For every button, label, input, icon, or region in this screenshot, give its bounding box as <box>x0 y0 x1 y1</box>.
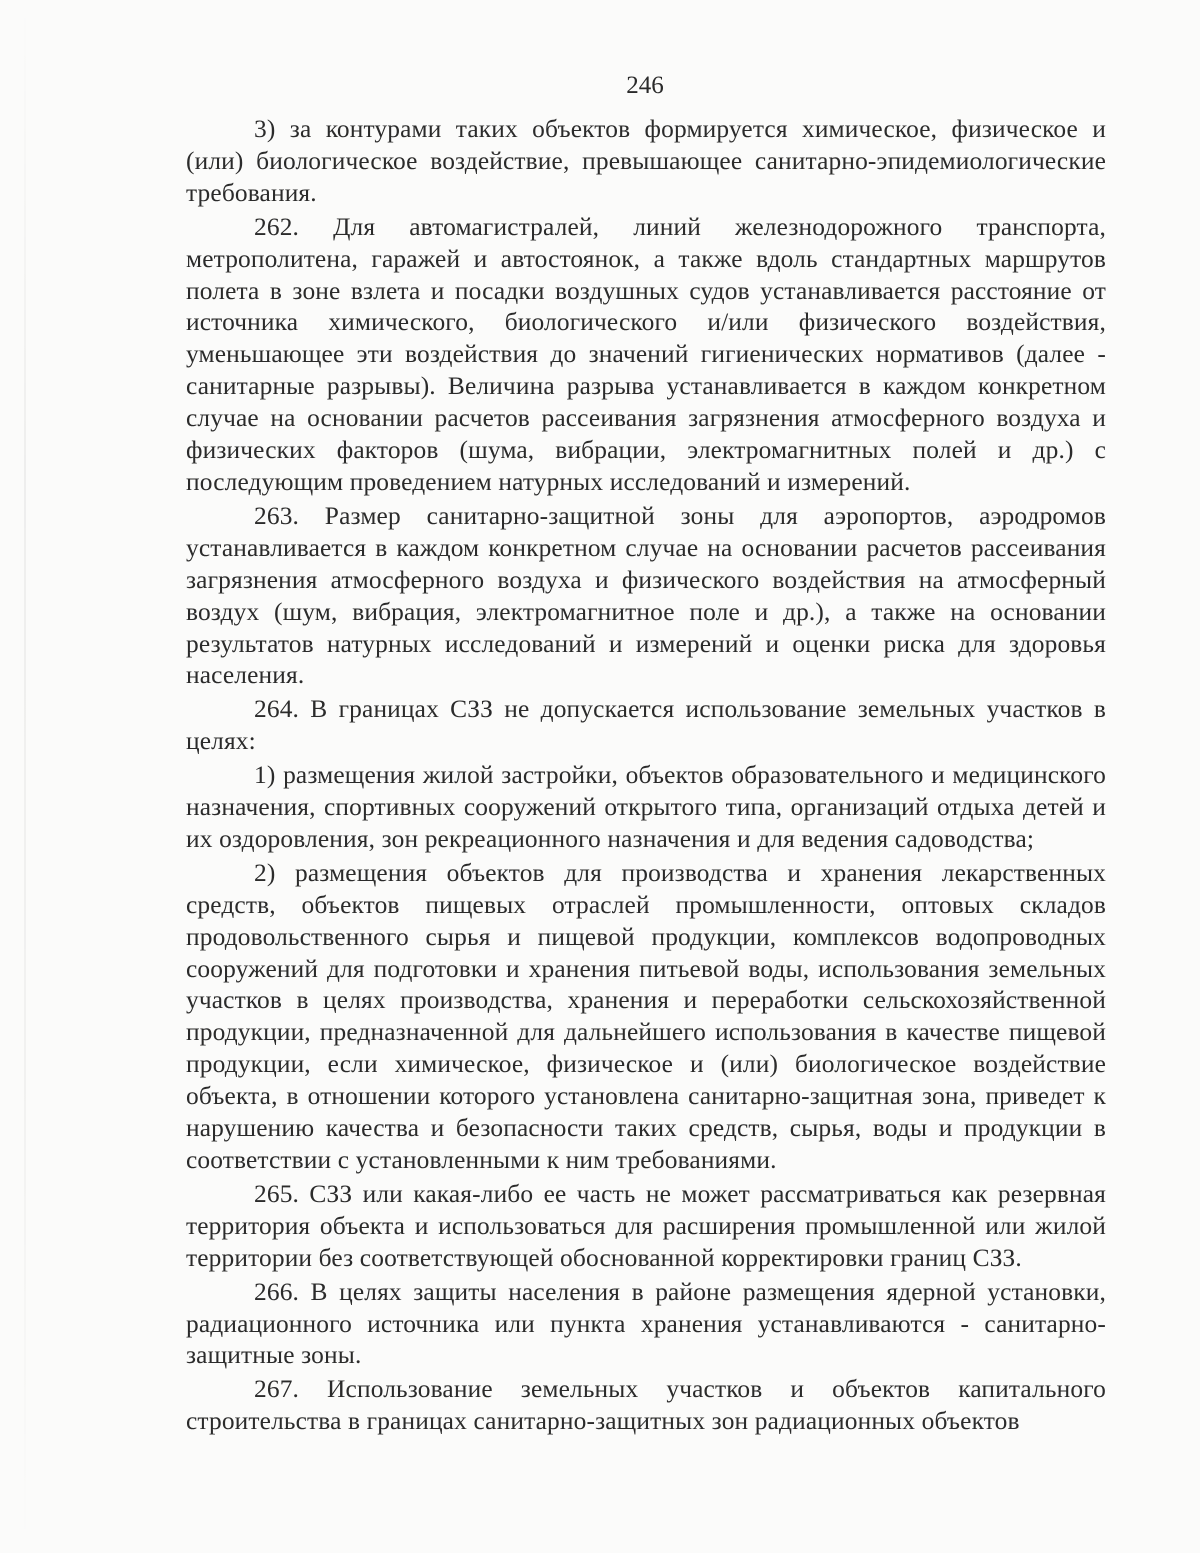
document-body <box>186 114 1106 1438</box>
paragraph-264-item-1: 1) размещения жилой застройки, объектов образовательного и медицинского назначения, спортивных сооружений открытого типа, организаций отдыха детей и их оздоровления, зон рекреационного назначения и для ведения садоводства; <box>186 761 1106 853</box>
scan-edge <box>24 0 26 1553</box>
paragraph-267: 267. Использование земельных участков и объектов капитального строительства в границах санитарно-защитных зон радиационных объектов <box>186 1375 1106 1436</box>
paragraph-265: 265. СЗЗ или какая-либо ее часть не может рассматриваться как резервная территория объекта и использоваться для расширения промышленной или жилой территории без соответствующей обоснованной корректировки границ СЗЗ. <box>186 1179 1106 1272</box>
paragraph-264-item-2: 2) размещения объектов для производства и хранения лекарственных средств, объектов пищевых отраслей промышленности, оптовых складов продовольственного сырья и пищевой продукции, комплексов водопроводных сооружений для подготовки и хранения питьевой воды, использования земельных участков в целях производства, хранения и переработки сельскохозяйственной продукции, предназначенной для дальнейшего использования в качестве пищевой продукции, если химическое, физическое и (или) биологическое воздействие объекта, в отношении которого установлена санитарно-защитная зона, приведет к нарушению качества и безопасности таких средств, сырья, воды и продукции в соответствии с установленными к ним требованиями. <box>186 858 1106 1174</box>
page-number: 246 <box>626 72 664 99</box>
paragraph-264: 264. В границах СЗЗ не допускается использование земельных участков в целях: <box>186 695 1106 756</box>
paragraph-262: 262. Для автомагистралей, линий железнодорожного транспорта, метрополитена, гаражей и автостоянок, а также вдоль стандартных маршрутов полета в зоне взлета и посадки воздушных судов устанавливается расстояние от источника химического, биологического и/или физического воздействия, уменьшающее эти воздействия до значений гигиенических нормативов (далее - санитарные разрывы). Величина разрыва устанавливается в каждом конкретном случае на основании расчетов рассеивания загрязнения атмосферного воздуха и физических факторов (шума, вибрации, электромагнитных полей и др.) с последующим проведением натурных исследований и измерений. <box>186 212 1106 496</box>
paragraph-item-3: 3) за контурами таких объектов формируется химическое, физическое и (или) биологическое воздействие, превышающее санитарно-эпидемиологические требования. <box>186 115 1106 207</box>
paragraph-263: 263. Размер санитарно-защитной зоны для аэропортов, аэродромов устанавливается в каждом конкретном случае на основании расчетов рассеивания загрязнения атмосферного воздуха и физического воздействия на атмосферный воздух (шум, вибрация, электромагнитное поле и др.), а также на основании результатов натурных исследований и измерений и оценки риска для здоровья населения. <box>186 501 1106 690</box>
paragraph-266: 266. В целях защиты населения в районе размещения ядерной установки, радиационного источника или пункта хранения устанавливаются - санитарно-защитные зоны. <box>186 1277 1106 1370</box>
